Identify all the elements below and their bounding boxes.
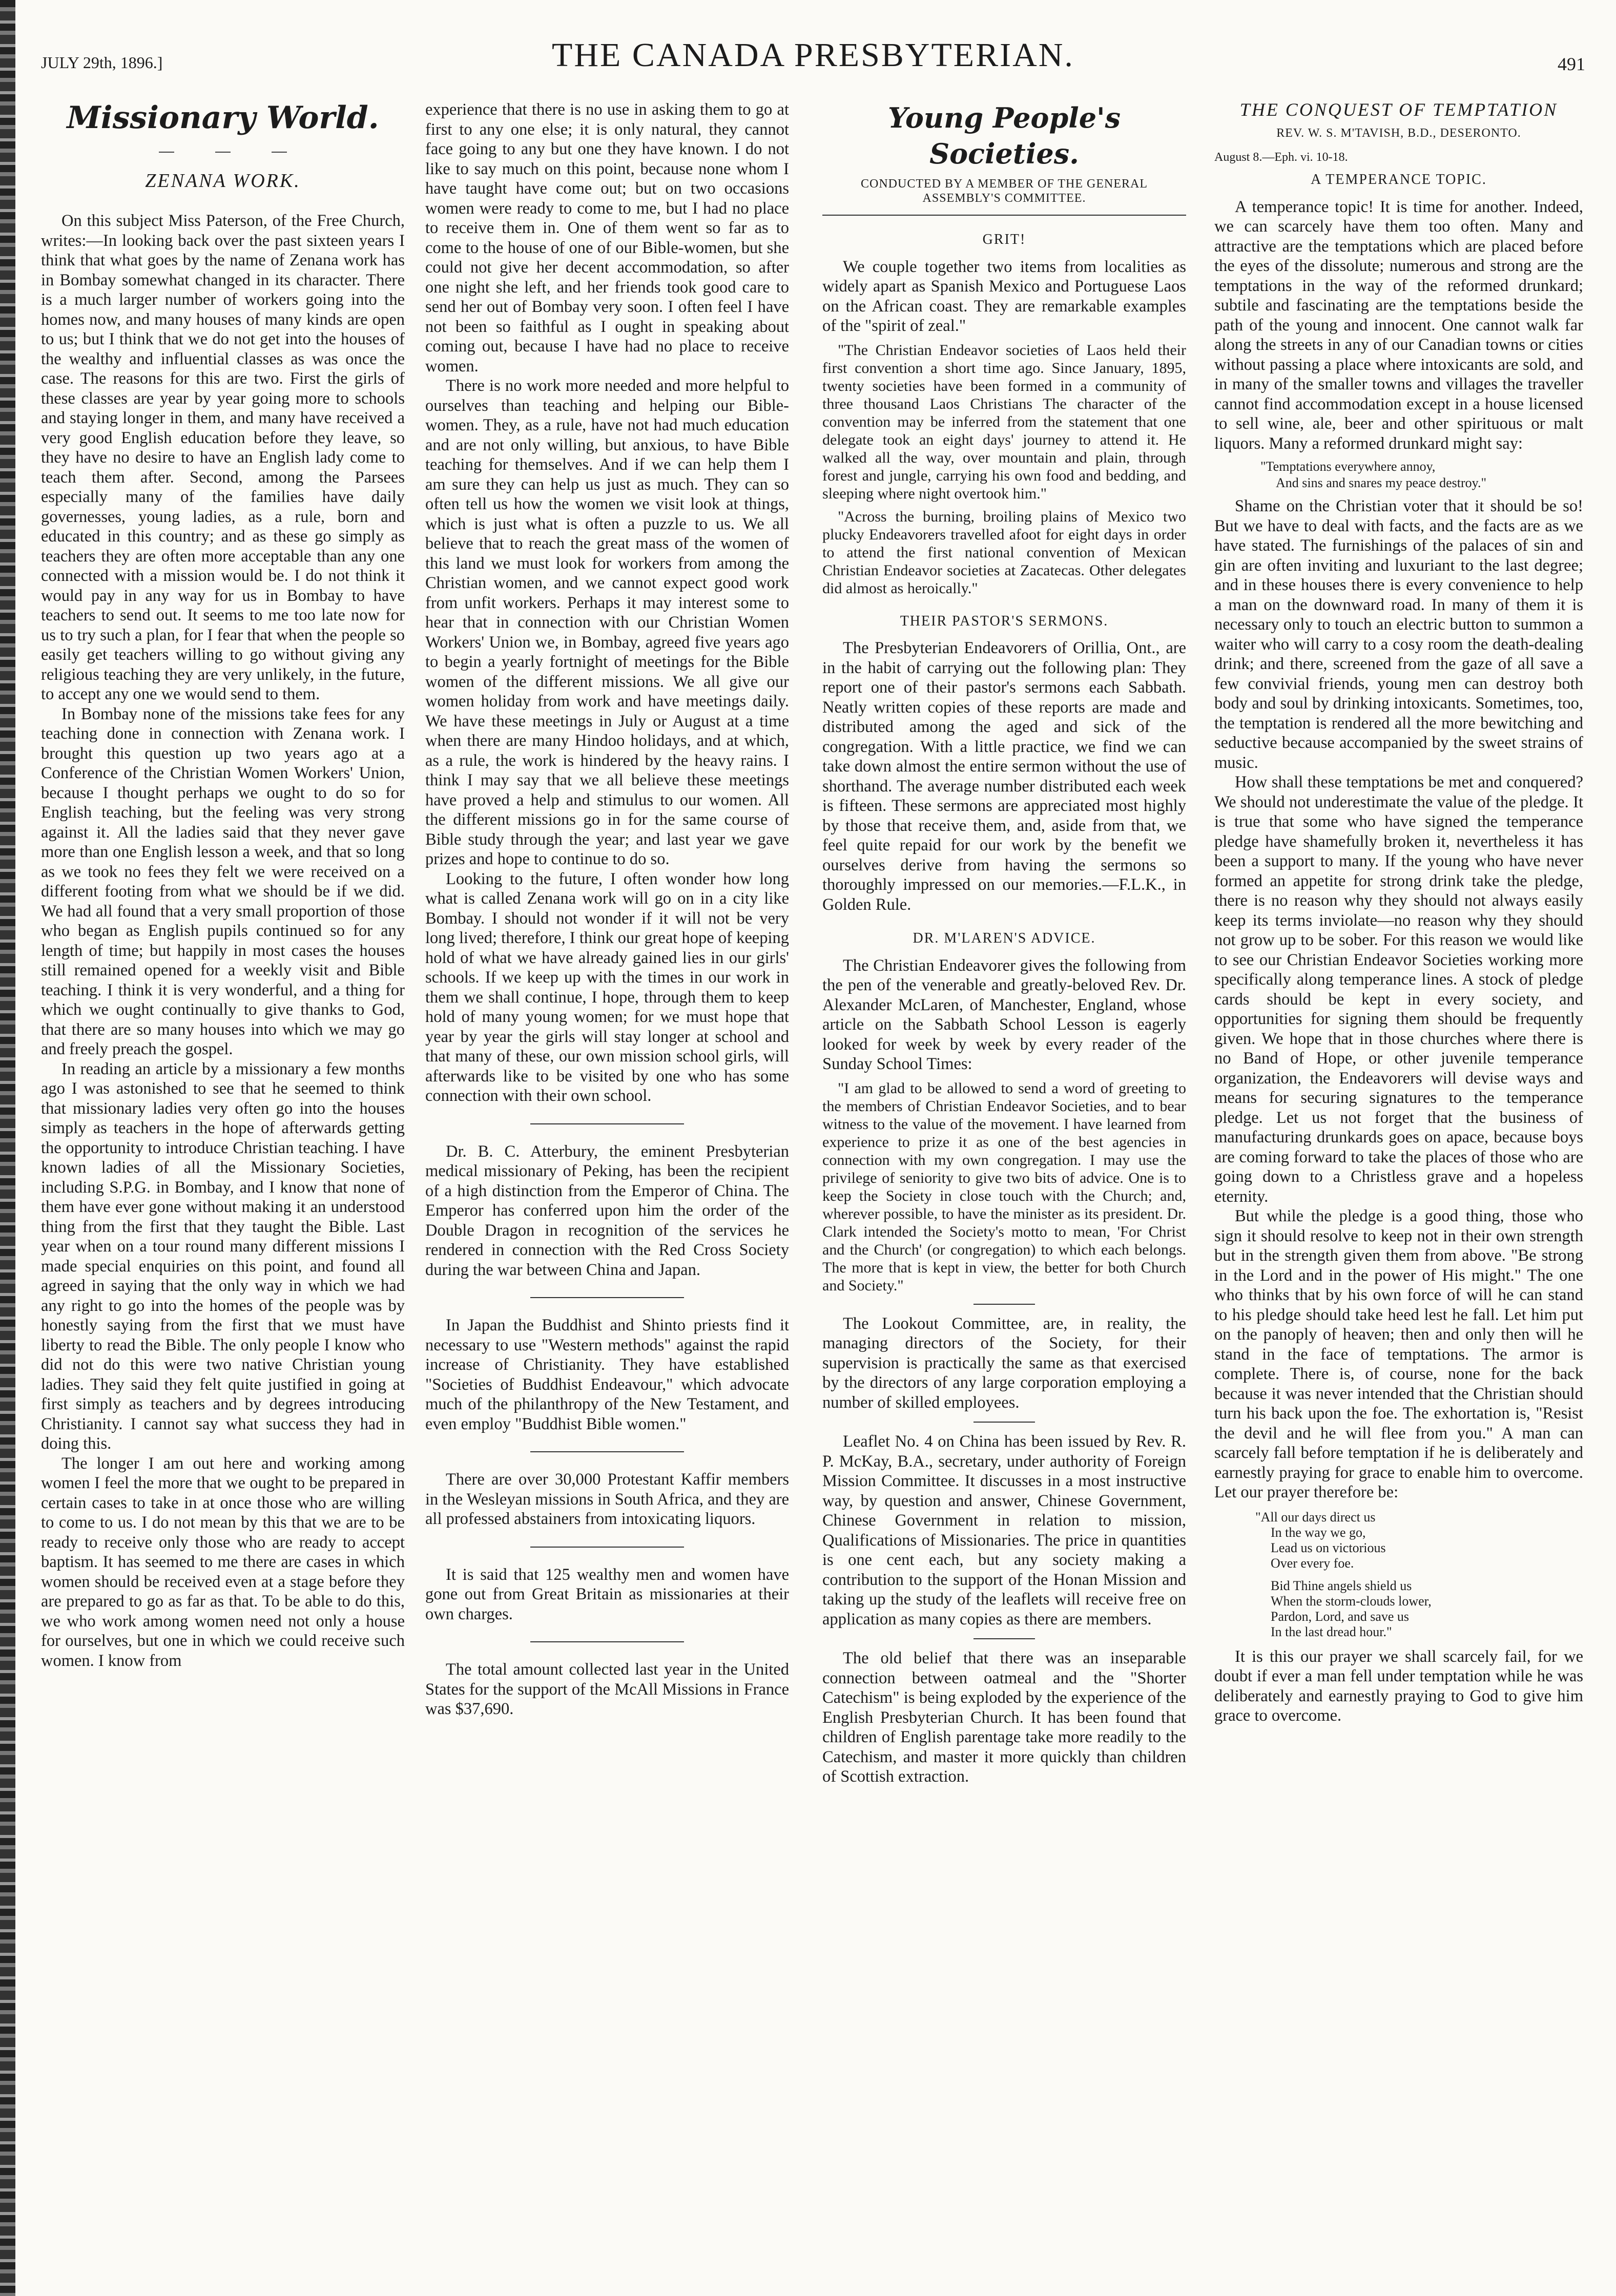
divider — [973, 1304, 1035, 1305]
verse-line: "Temptations everywhere annoy, — [1260, 459, 1436, 474]
verse-line: "All our days direct us — [1255, 1509, 1376, 1525]
masthead: THE CANADA PRESBYTERIAN. — [552, 36, 1074, 74]
paragraph: In Bombay none of the missions take fees for any teaching done in connection with Zenana work. I brought this question up two years ago at a Conference of the Christian Women Workers' Union, because I thought perhaps we ought to do so for English teaching, but the feeling was very strong against it. All the ladies said that they never gave more than one English lesson a week, and that so long as we took no fees they felt we were received on a different footing from what we should be if we did. We had all found that a very small proportion of those who began as English pupils continued so for any length of time; but happily in most cases the houses still remained opened for a weekly visit and Bible teaching. I think it is very wonderful, and a thing for which we ought continually to give thanks to God, that there are so many houses into which we may go and freely preach the gospel. — [41, 704, 405, 1058]
paragraph: On this subject Miss Paterson, of the Free Church, writes:—In looking back over the past sixteen years I think that what goes by the name of Zenana work has in Bombay somewhat changed in its character. There is a much larger number of workers going into the homes now, and many houses of many kinds are open to us; but I think that we do not get into the houses of the wealthy and influential classes as was once the case. The reasons for this are two. First the girls of these classes are year by year going more to schools and staying longer in them, and many have received a very good English education before they leave, so they have no desire to have an English lady come to teach them after. Second, among the Parsees especially many of the families have daily governesses, young ladies, as a rule, born and educated in this country; and as these go simply as teachers they are often more acceptable than any one connected with a mission would be. I do not think it would pay in any way for us in Bombay to have teachers to send out. It seems to me too late now for us to try such a plan, for I fear that when the people so easily get teachers willing to go without giving any religious teaching they are very unlikely, in the future, to accept any one we would send to them. — [41, 212, 405, 703]
divider — [530, 1547, 684, 1548]
page-header — [41, 36, 1585, 92]
issue-date: JULY 29th, 1896.] — [41, 53, 163, 72]
verse-line: Bid Thine angels shield us — [1271, 1578, 1412, 1593]
paragraph: Looking to the future, I often wonder how long what is called Zenana work will go on in a city like Bombay. I should not wonder if it will not be very long lived; therefore, I think our great hope of keeping hold of what we have already gained lies in our girls' schools. If we keep up with the times in our work in them we shall continue, I hope, through them to keep hold of many young women; for we must hope that year by year the girls will stay longer at school and that many of these, our own mission school girls, will afterwards like to be visited by one who has some connection with their own school. — [425, 869, 789, 1105]
quote-laos: "The Christian Endeavor societies of Laos held their first convention a short time ago. Since January, 1895, twenty societies have been formed in a community of three thousand Laos Christians The character of the convention may be inferred from the statement that one delegate took an eight days' journey to attend it. He walked all the way, over mountain and plain, through forest and jungle, carrying his own food and bedding, and sleeping where night overtook him." — [822, 341, 1186, 502]
section-title-young-peoples-societies: Young People's Societies. — [887, 101, 1121, 170]
news-item-mcall: The total amount collected last year in the United States for the support of the McAll Missions in France was $37,690. — [425, 1660, 789, 1718]
news-item-missionaries: It is said that 125 wealthy men and women have gone out from Great Britain as missionaries at their own charges. — [425, 1565, 789, 1623]
divider — [530, 1641, 684, 1642]
paragraph: It is this our prayer we shall scarcely fail, for we doubt if ever a man fell under temptation while he was deliberately and earnestly praying to God to give him grace to overcome. — [1214, 1647, 1583, 1725]
heading-pastors-sermons: THEIR PASTOR'S SERMONS. — [900, 613, 1109, 629]
article-byline: REV. W. S. M'TAVISH, B.D., DESERONTO. — [1276, 126, 1521, 140]
verse-line: In the last dread hour." — [1271, 1624, 1392, 1639]
verse-line: Lead us on victorious — [1271, 1540, 1386, 1555]
verse-line: When the storm-clouds lower, — [1271, 1593, 1432, 1609]
paragraph: The Presbyterian Endeavorers of Orillia, Ont., are in the habit of carrying out the following plan: They report one of their pastor's sermons each Sabbath. Neatly written copies of these reports are made and distributed among the aged and sick of the congregation. With a little practice, we find we can take down almost the entire sermon without the use of shorthand. The average number distributed each week is fifteen. These sermons are appreciated most highly by those that receive them, and, aside from that, we feel quite repaid for our work by the benefit we ourselves derive from having the sermons so thoroughly impressed on our memories.—F.L.K., in Golden Rule. — [822, 639, 1186, 914]
heading-temperance-topic: A TEMPERANCE TOPIC. — [1311, 172, 1487, 187]
news-item-lookout-committee: The Lookout Committee, are, in reality, the managing directors of the Society, for their supervision is practically the same as that exercised by the directors of any large corporation employing a number of skilled employees. — [822, 1314, 1186, 1412]
divider — [822, 215, 1186, 216]
news-item-kaffir: There are over 30,000 Protestant Kaffir members in the Wesleyan missions in South Africa, and they are all professed abstainers from intoxicating liquors. — [425, 1470, 789, 1528]
section-title-missionary-world: Missionary World. — [67, 100, 379, 136]
news-item-oatmeal-catechism: The old belief that there was an inseparable connection between oatmeal and the "Shorter Catechism" is being exploded by the experience of the English Presbyterian Church. It has been found that children of English parentage take more readily to the Catechism, and master it more quickly than children of Scottish extraction. — [822, 1649, 1186, 1786]
divider — [973, 1422, 1035, 1423]
divider — [530, 1451, 684, 1452]
news-item-atterbury: Dr. B. C. Atterbury, the eminent Presbyterian medical missionary of Peking, has been the recipient of a high distinction from the Emperor of China. The Emperor has conferred upon him the order of the Double Dragon in recognition of the services he rendered in connection with the Red Cross Society during the war between China and Japan. — [425, 1142, 789, 1279]
paragraph: There is no work more needed and more helpful to ourselves than teaching and helping our Bible-women. They, as a rule, have not had much education and are not only willing, but anxious, to have Bible teaching for themselves. And if we can help them I am sure they can help us just as much. They can so often tell us how the women we visit look at things, which is just what is often a puzzle to us. We all believe that to reach the great mass of the women of this land we must look for workers from among the Christian women, and we cannot expect good work from unfit workers. Perhaps it may interest some to hear that in connection with our Christian Women Workers' Union we, in Bombay, agreed five years ago to begin a yearly fortnight of meetings for the Bible women of the different missions. We all give our women holiday from work and have meetings daily. We have these meetings in July or August at a time when there are many Hindoo holidays, and at which, as a rule, the work is hindered by the heavy rains. I think I may say that we all believe these meetings have proved a help and stimulus to our women. All the different missions go in for the same course of Bible study through the year; and last year we gave prizes and hope to continue to do so. — [425, 377, 789, 868]
verse-prayer — [1255, 1510, 1583, 1640]
column-missionary-world — [41, 100, 405, 2277]
heading-grit: GRIT! — [982, 232, 1026, 247]
news-item-japan: In Japan the Buddhist and Shinto priests find it necessary to use "Western methods" against the rapid increase of Christianity. They have established "Societies of Buddhist Endeavour," which advocate much of the philanthropy of the New Testament, and even employ "Buddhist Bible women." — [425, 1316, 789, 1433]
quote-mclaren: "I am glad to be allowed to send a word of greeting to the members of Christian Endeavor Societies, and to bear witness to the value of the movement. I have learned from experience to prize it as one of the best agencies in connection with my own congregation. I may use the privilege of seniority to give two bits of advice. One is to keep the Society in close touch with the Church; and, wherever possible, to have the minister as its president. Dr. Clark intended the Society's motto to mean, 'For Christ and the Church' (or congregation) to which each belongs. The more that is kept in view, the better for both Church and Society." — [822, 1079, 1186, 1294]
verse-temptations — [1260, 458, 1583, 491]
section-byline: CONDUCTED BY A MEMBER OF THE GENERAL ASSEMBLY'S COMMITTEE. — [860, 177, 1148, 205]
column-conquest-of-temptation — [1214, 100, 1583, 2277]
divider — [530, 1123, 684, 1124]
column-young-peoples-societies — [822, 100, 1186, 2277]
paragraph: But while the pledge is a good thing, those who sign it should resolve to keep not in their own strength but in the strength given them from above. "Be strong in the Lord and in the power of His might." The one who thinks that by his own force of will he can stand to his pledge should take heed lest he fall. Let him put on the panoply of heaven; then and only then will he stand in the face of temptations. The armor is complete. There is, of course, none for the back because it was never intended that the Christian should turn his back upon the foe. The exhortation is, "Resist the devil and he will flee from you." A man can scarcely fall before temptation if he is deliberately and earnestly praying for grace to enable him to overcome. Let our prayer therefore be: — [1214, 1207, 1583, 1501]
verse-line: Pardon, Lord, and save us — [1271, 1609, 1410, 1624]
paragraph: experience that there is no use in asking them to go at first to any one else; it is only natural, they cannot face going to any but one they have known. I do not like to say much on this point, because none whom I have taught have come out; but on two occasions women were ready to come to me, but I had no place to receive them in. One of them went so far as to come to the house of one of our Bible-women, but she could not give her decent accommodation, so after one night she left, and her friends took good care to send her out of Bombay very soon. I often feel I have not been so faithful as I ought in speaking about coming out, because I have had no place to receive women. — [425, 100, 789, 375]
paragraph: The longer I am out here and working among women I feel the more that we ought to be prepared in certain cases to take in at once those who are willing to come to us. I do not mean by this that we are to be ready to receive only those who are ready to accept baptism. It has seemed to me there are cases in which women should be received even at a stage before they are prepared to go as far as that. To be able to do this, we who work among women need not only a house for ourselves, but one in which we could receive such women. I know from — [41, 1454, 405, 1670]
lesson-date: August 8.—Eph. vi. 10-18. — [1214, 150, 1348, 164]
column-missionary-continued — [425, 100, 789, 2277]
divider — [973, 1638, 1035, 1639]
verse-line: Over every foe. — [1271, 1555, 1354, 1571]
verse-line — [1255, 1571, 1583, 1578]
article-title-zenana-work: ZENANA WORK. — [145, 170, 301, 192]
heading-mclarens-advice: DR. M'LAREN'S ADVICE. — [913, 930, 1096, 946]
paragraph: In reading an article by a missionary a few months ago I was astonished to see that he seemed to think that missionary ladies very often go into the houses simply as teachers in the hope of afterwards getting the opportunity to introduce Christian teaching. I have known ladies of all the Missionary Societies, including S.P.G. in Bombay, and I know that none of them have ever gone without making it an understood thing from the first that they taught the Bible. Last year when on a tour round many different missions I made special enquiries on this point, and found all agreed in saying that the only way in which we had any right to go into the homes of the people was by honestly saying from the first that we must have liberty to read the Bible. The only people I know who did not do this were two native Christian young ladies. They said they felt quite justified in going at first simply as teachers and by degrees introducing Christianity. I cannot say what success they had in doing this. — [41, 1059, 405, 1453]
page-edge — [0, 0, 15, 2296]
paragraph: The Christian Endeavorer gives the following from the pen of the venerable and greatly-beloved Rev. Dr. Alexander McLaren, of Manchester, England, whose article on the Sabbath School Lesson is eagerly looked for week by week by every reader of the Sunday School Times: — [822, 956, 1186, 1073]
paragraph: Shame on the Christian voter that it should be so! But we have to deal with facts, and the facts are as we have stated. The furnishings of the palaces of sin and gin are often inviting and luxuriant to the last degree; and in these houses there is every convenience to help a man on the downward road. In many of them it is necessary only to touch an electric button to summon a waiter who will carry to a cosy room the death-dealing drink; and there, screened from the gaze of all save a few convivial friends, young men can destroy both body and soul by drinking intoxicants. Sometimes, too, the temptation is rendered all the more bewitching and seductive because accompanied by the sweet strains of music. — [1214, 497, 1583, 772]
page-number: 491 — [1558, 54, 1585, 74]
divider — [530, 1297, 684, 1298]
paragraph: How shall these temptations be met and conquered? We should not underestimate the value of the pledge. It is true that some who have signed the temperance pledge have shamefully broken it, nevertheless it has been a support to many. If the young who have never formed an appetite for strong drink take the pledge, there is no reason why they should not always easily keep its terms inviolate—no reason why they should not grow up to be sober. For this reason we would like to see our Christian Endeavor Societies working more specifically along temperance lines. A stock of pledge cards should be kept in every society, and opportunities for signing them should be frequently given. We hope that in those churches where there is no Band of Hope, or other juvenile temperance organization, the Endeavorers will devise ways and means for securing signatures to the temperance pledge. Let us not forget that the business of manufacturing drunkards goes on apace, because boys are coming forward to take the places of those who are going down to a Christless grave and a hopeless eternity. — [1214, 773, 1583, 1206]
news-item-leaflet-china: Leaflet No. 4 on China has been issued by Rev. R. P. McKay, B.A., secretary, under authority of Foreign Mission Committee. It discusses in a most instructive way, by question and answer, Chinese Government, Chinese Government in relation to mission, Qualifications of Missionaries. The price in quantities is one cent each, but any society making a contribution to the support of the Honan Mission and taking up the study of the leaflets will receive free on application as many copies as there are members. — [822, 1432, 1186, 1629]
verse-line: And sins and snares my peace destroy." — [1276, 475, 1487, 490]
quote-mexico: "Across the burning, broiling plains of Mexico two plucky Endeavorers travelled afoot for eight days in order to attend the first national convention of Mexican Christian Endeavor societies at Zacatecas. Other delegates did almost as heroically." — [822, 508, 1186, 597]
paragraph: A temperance topic! It is time for another. Indeed, we can scarcely have them too often. Many and attractive are the temptations which are placed before the eyes of the dissolute; numerous and strong are the temptations in the way of the reformed drunkard; subtile and fascinating are the temptations beside the path of the young and innocent. One cannot walk far along the streets in any of our Canadian towns or cities without passing a place where intoxicants are sold, and in many of the smaller towns and villages the traveller cannot find accommodation except in a house licensed to sell wine, ale, beer and other spirituous or malt liquors. Many a reformed drunkard might say: — [1214, 197, 1583, 453]
paragraph: We couple together two items from localities as widely apart as Spanish Mexico and Portuguese Laos on the African coast. They are remarkable examples of the "spirit of zeal." — [822, 257, 1186, 335]
article-title-conquest: THE CONQUEST OF TEMPTATION — [1239, 100, 1558, 120]
ornament-dashes — [41, 141, 405, 161]
verse-line: In the way we go, — [1271, 1525, 1366, 1540]
